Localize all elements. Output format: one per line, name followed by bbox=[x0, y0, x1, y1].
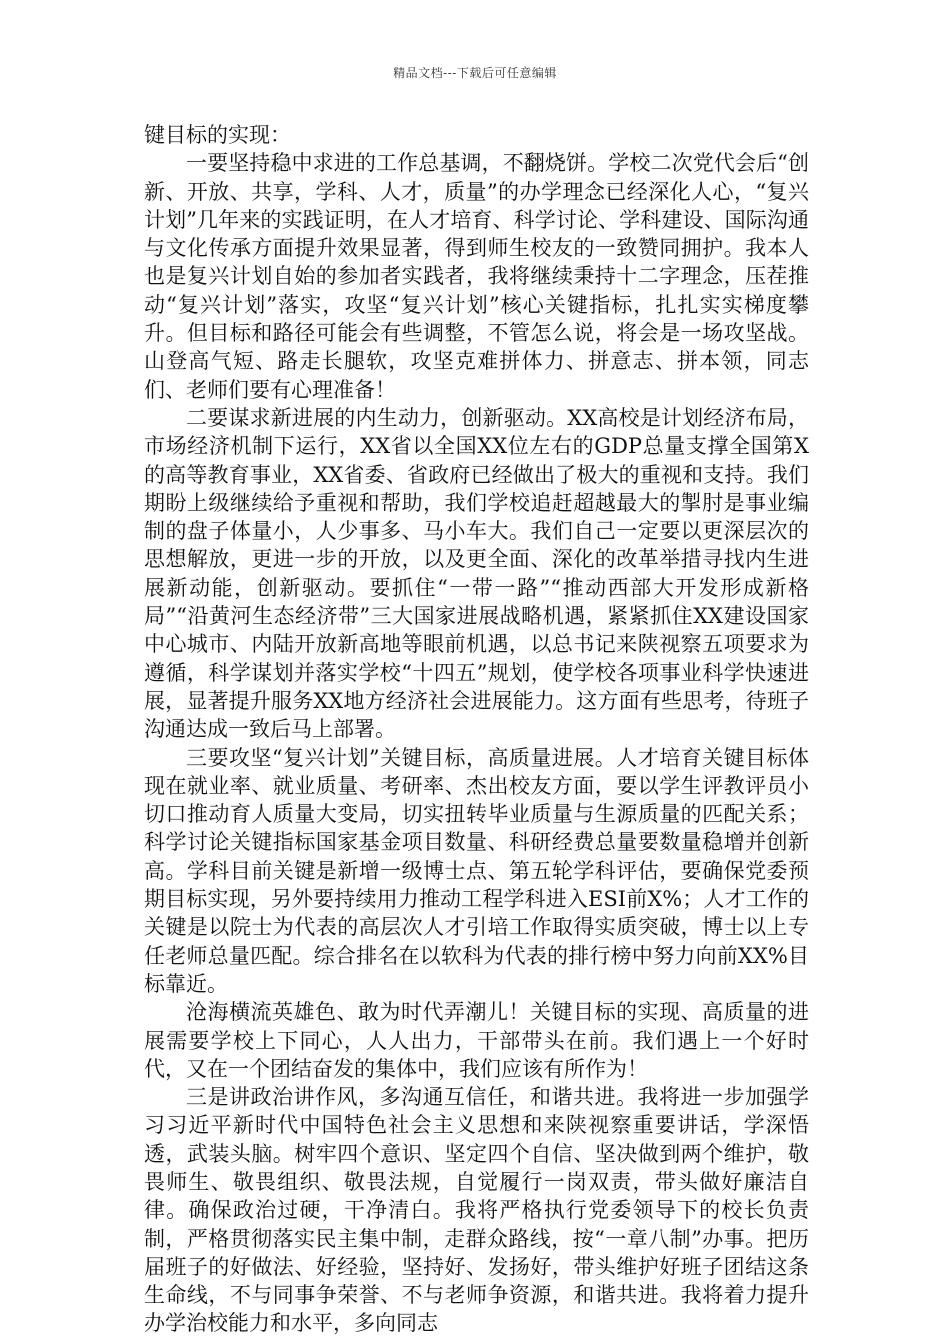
paragraph-point-three: 三要攻坚“复兴计划”关键目标，高质量进展。人才培育关键目标体现在就业率、就业质量、考研率、杰出校友方面，要以学生评教评员小切口推动育人质量大变局，切实扭转毕业质量与生源质量的匹配关系；科学讨论关键指标国家基金项目数量、科研经费总量要数量稳增并创新高。学科目前关键是新增一级博士点、第五轮学科评估，要确保党委预期目标实现，另外要持续用力推动工程学科进入ESI前X%；人才工作的关键是以院士为代表的高层次人才引培工作取得实质突破，博士以上专任老师总量匹配。综合排名在以软科为代表的排行榜中努力向前XX%目标靠近。 bbox=[144, 745, 809, 996]
paragraph-politics-and-style: 三是讲政治讲作风，多沟通互信任，和谐共进。我将进一步加强学习习近平新时代中国特色社会主义思想和来陕视察重要讲话，学深悟透，武装头脑。树牢四个意识、坚定四个自信、坚决做到两个维护，敬畏师生、敬畏组织、敬畏法规，自觉履行一岗双责，带头做好廉洁自律。确保政治过硬，干净清白。我将严格执行党委领导下的校长负责制，严格贯彻落实民主集中制，走群众路线，按“一章八制”办事。把历届班子的好做法、好经验，坚持好、发扬好，带头维护好班子团结这条生命线，不与同事争荣誉、不与老师争资源，和谐共进。我将着力提升办学治校能力和水平，多向同志 bbox=[144, 1085, 809, 1336]
paragraph-continuation: 键目标的实现： bbox=[144, 123, 291, 147]
paragraph-point-one: 一要坚持稳中求进的工作总基调，不翻烧饼。学校二次党代会后“创新、开放、共享，学科、人才，质量”的办学理念已经深化人心，“复兴计划”几年来的实践证明，在人才培育、科学讨论、学科建设、国际沟通与文化传承方面提升效果显著，得到师生校友的一致赞同拥护。我本人也是复兴计划自始的参加者实践者，我将继续秉持十二字理念，压茬推动“复兴计划”落实，攻坚“复兴计划”核心关键指标，扎扎实实梯度攀升。但目标和路径可能会有些调整，不管怎么说，将会是一场攻坚战。山登高气短、路走长腿软，攻坚克难拼体力、拼意志、拼本领，同志们、老师们要有心理准备！ bbox=[144, 151, 809, 402]
paragraph-point-two: 二要谋求新进展的内生动力，创新驱动。XX高校是计划经济布局，市场经济机制下运行，XX省以全国XX位左右的GDP总量支撑全国第X的高等教育事业，XX省委、省政府已经做出了极大的重视和支持。我们期盼上级继续给予重视和帮助，我们学校追赶超越最大的掣肘是事业编制的盘子体量小，人少事多、马小车大。我们自己一定要以更深层次的思想解放，更进一步的开放，以及更全面、深化的改革举措寻找内生进展新动能，创新驱动。要抓住“一带一路”“推动西部大开发形成新格局”“沿黄河生态经济带”三大国家进展战略机遇，紧紧抓住XX建设国家中心城市、内陆开放新高地等眼前机遇，以总书记来陕视察五项要求为遵循，科学谋划并落实学校“十四五”规划，使学校各项事业科学快速进展，显著提升服务XX地方经济社会进展能力。这方面有些思考，待班子沟通达成一致后马上部署。 bbox=[144, 405, 809, 742]
document-body bbox=[144, 121, 809, 1338]
paragraph-call-to-action: 沧海横流英雄色、敢为时代弄潮儿！关键目标的实现、高质量的进展需要学校上下同心，人人出力，干部带头在前。我们遇上一个好时代，又在一个团结奋发的集体中，我们应该有所作为！ bbox=[144, 1000, 809, 1081]
page-header: 精品文档---下载后可任意编辑 bbox=[393, 66, 557, 80]
